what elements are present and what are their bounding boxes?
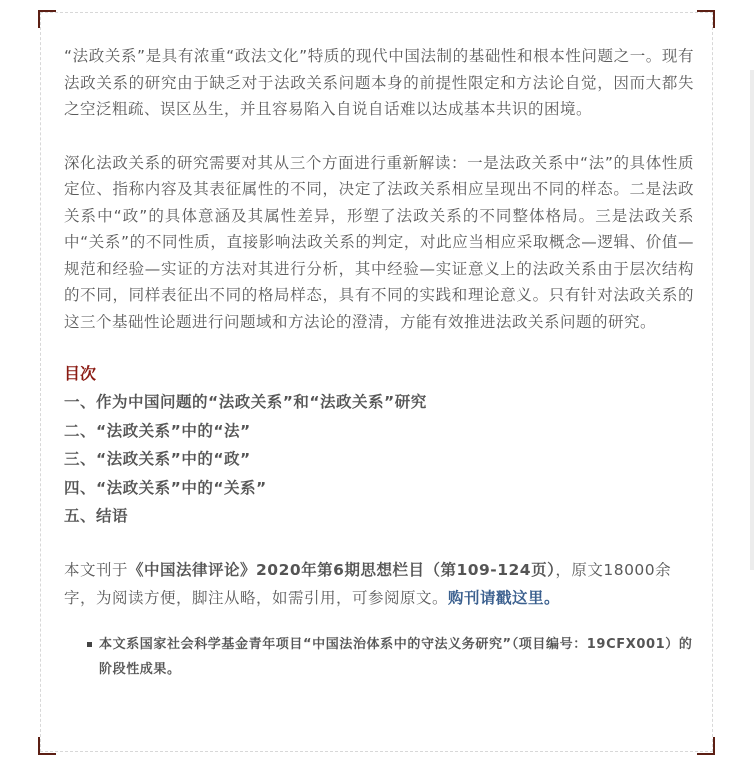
- toc-item: 五、结语: [64, 507, 129, 525]
- funding-note: [64, 632, 694, 682]
- corner-top-left: [38, 10, 56, 28]
- toc-title: 目次: [64, 364, 97, 383]
- publication-info: [64, 556, 694, 612]
- toc-item: 三、“法政关系”中的“政”: [64, 450, 251, 468]
- buy-journal-link[interactable]: 购刊请戳这里。: [448, 588, 561, 607]
- publication-prefix: 本文刊于: [64, 560, 129, 579]
- article-content: [64, 43, 694, 682]
- intro-paragraph-2: 深化法政关系的研究需要对其从三个方面进行重新解读：一是法政关系中“法”的具体性质定位、指称内容及其表征属性的不同，决定了法政关系相应呈现出不同的样态。二是法政关系中“政”的具体意涵及其属性差异，形塑了法政关系的不同整体格局。三是法政关系中“关系”的不同性质，直接影响法政关系的判定，对此应当相应采取概念—逻辑、价值—规范和经验—实证的方法对其进行分析，其中经验—实证意义上的法政关系由于层次结构的不同，同样表征出不同的格局样态，具有不同的实践和理论意义。只有针对法政关系的这三个基础性论题进行问题域和方法论的澄清，方能有效推进法政关系问题的研究。: [64, 153, 694, 331]
- journal-citation: 《中国法律评论》2020年第6期思想栏目（第109-124页）: [128, 560, 556, 579]
- toc-item: 四、“法政关系”中的“关系”: [64, 478, 267, 497]
- table-of-contents: [64, 360, 694, 531]
- publication-note: ，原文18000余字，为阅读方便，脚注从略，如需引用，可参阅原文。: [64, 560, 672, 607]
- corner-top-right: [697, 10, 715, 28]
- toc-list: [64, 388, 694, 531]
- corner-bottom-right: [697, 737, 715, 755]
- square-bullet-icon: [87, 642, 92, 647]
- corner-bottom-left: [38, 737, 56, 755]
- toc-item: 一、作为中国问题的“法政关系”和“法政关系”研究: [64, 393, 427, 411]
- funding-note-text: 本文系国家社会科学基金青年项目“中国法治体系中的守法义务研究”（项目编号：19CFX001）的阶段性成果。: [99, 636, 693, 677]
- scrollbar-track[interactable]: [750, 70, 754, 570]
- toc-item: 二、“法政关系”中的“法”: [64, 421, 251, 440]
- intro-paragraph-1: “法政关系”是具有浓重“政法文化”特质的现代中国法制的基础性和根本性问题之一。现有法政关系的研究由于缺乏对于法政关系问题本身的前提性限定和方法论自觉，因而大都失之空泛粗疏、误区丛生，并且容易陷入自说自话难以达成基本共识的困境。: [64, 47, 694, 118]
